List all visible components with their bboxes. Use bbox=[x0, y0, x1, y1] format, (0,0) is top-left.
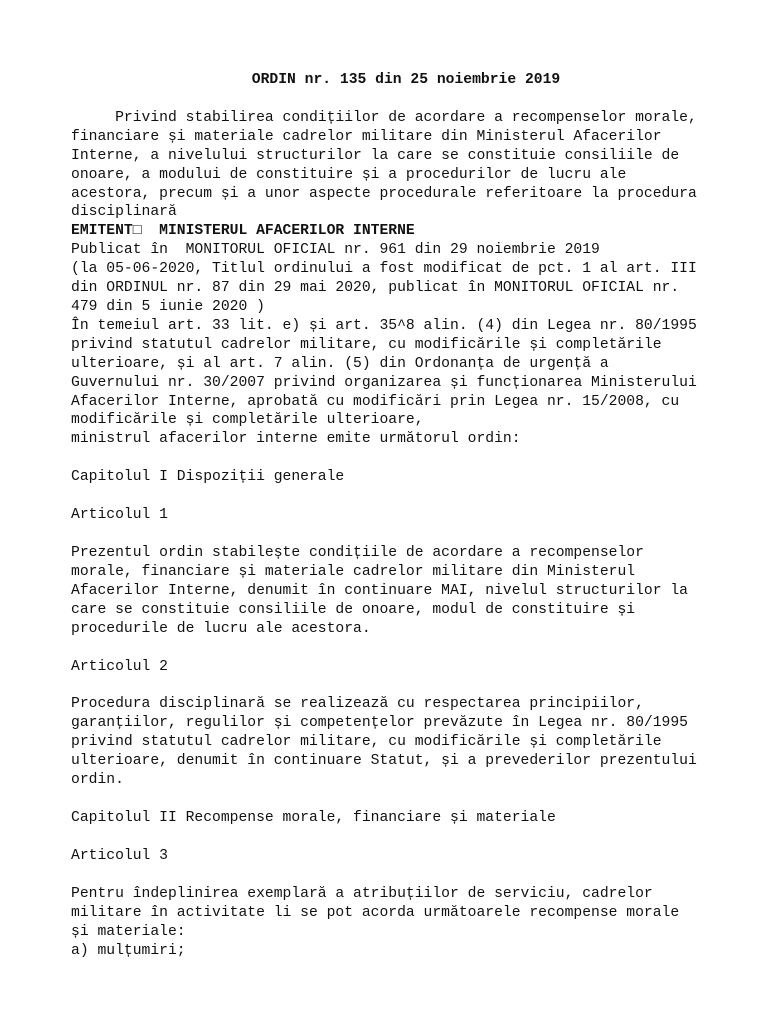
article-line: Prezentul ordin stabilește condițiile de acordare a recompenselor bbox=[71, 545, 644, 562]
article-3-text bbox=[71, 885, 741, 961]
article-line: Pentru îndeplinirea exemplară a atribuțiilor de serviciu, cadrelor bbox=[71, 885, 653, 902]
article-line: care se constituie consiliile de onoare, modul de constituire și bbox=[71, 601, 636, 618]
preamble-line: modificările și completările ulterioare, bbox=[71, 412, 424, 429]
issuer-line: EMITENT□ MINISTERUL AFACERILOR INTERNE bbox=[71, 223, 415, 240]
article-line: morale, financiare și materiale cadrelor militare din Ministerul bbox=[71, 563, 636, 580]
article-line: militare în activitate li se pot acorda următoarele recompense morale bbox=[71, 904, 680, 921]
subject-line: disciplinară bbox=[71, 204, 177, 221]
chapter-heading: Capitolul I Dispoziții generale bbox=[71, 469, 345, 486]
preamble-line: ulterioare, și al art. 7 alin. (5) din Ordonanța de urgență a bbox=[71, 355, 609, 372]
publication-line: 479 din 5 iunie 2020 ) bbox=[71, 298, 265, 315]
article-line: procedurile de lucru ale acestora. bbox=[71, 620, 371, 637]
subject-line: Interne, a nivelului structurilor la care se constituie consiliile de bbox=[71, 147, 680, 164]
article-line: ulterioare, denumit în continuare Statut, și a prevederilor prezentului bbox=[71, 753, 697, 770]
article-line: Afacerilor Interne, denumit în continuare MAI, nivelul structurilor la bbox=[71, 582, 688, 599]
subject-line: financiare și materiale cadrelor militare din Ministerul Afacerilor bbox=[71, 128, 662, 145]
subject-line: acestora, precum și a unor aspecte procedurale referitoare la procedura bbox=[71, 185, 697, 202]
article-line: a) mulțumiri; bbox=[71, 942, 186, 959]
document-body bbox=[71, 71, 741, 960]
article-heading: Articolul 1 bbox=[71, 507, 168, 524]
subject-line: Privind stabilirea condițiilor de acordare a recompenselor morale, bbox=[71, 109, 697, 126]
article-line: privind statutul cadrelor militare, cu modificările și completările bbox=[71, 734, 662, 751]
article-line: Procedura disciplinară se realizează cu respectarea principiilor, bbox=[71, 696, 644, 713]
preamble-line: Afacerilor Interne, aprobată cu modificări prin Legea nr. 15/2008, cu bbox=[71, 393, 680, 410]
preamble-line: Guvernului nr. 30/2007 privind organizarea și funcționarea Ministerului bbox=[71, 374, 697, 391]
preamble-line: privind statutul cadrelor militare, cu modificările și completările bbox=[71, 336, 662, 353]
preamble-line: ministrul afacerilor interne emite următorul ordin: bbox=[71, 431, 521, 448]
article-1-text bbox=[71, 544, 741, 639]
article-2-text bbox=[71, 695, 741, 790]
article-line: garanțiilor, regulilor și competențelor prevăzute în Legea nr. 80/1995 bbox=[71, 715, 688, 732]
preamble-line: În temeiul art. 33 lit. e) și art. 35^8 alin. (4) din Legea nr. 80/1995 bbox=[71, 317, 697, 334]
publication-line: Publicat în MONITORUL OFICIAL nr. 961 din 29 noiembrie 2019 bbox=[71, 242, 600, 259]
publication-line: (la 05-06-2020, Titlul ordinului a fost modificat de pct. 1 al art. III bbox=[71, 261, 697, 278]
article-heading: Articolul 3 bbox=[71, 847, 168, 864]
document-subject bbox=[71, 109, 741, 222]
preamble bbox=[71, 317, 741, 449]
document-title: ORDIN nr. 135 din 25 noiembrie 2019 bbox=[251, 72, 561, 88]
subject-line: onoare, a modului de constituire și a procedurilor de lucru ale bbox=[71, 166, 627, 183]
chapter-heading: Capitolul II Recompense morale, financiare și materiale bbox=[71, 810, 556, 826]
article-line: ordin. bbox=[71, 772, 124, 789]
article-heading: Articolul 2 bbox=[71, 658, 168, 675]
publication-info bbox=[71, 241, 741, 317]
article-line: și materiale: bbox=[71, 923, 186, 940]
publication-line: din ORDINUL nr. 87 din 29 mai 2020, publicat în MONITORUL OFICIAL nr. bbox=[71, 280, 680, 297]
